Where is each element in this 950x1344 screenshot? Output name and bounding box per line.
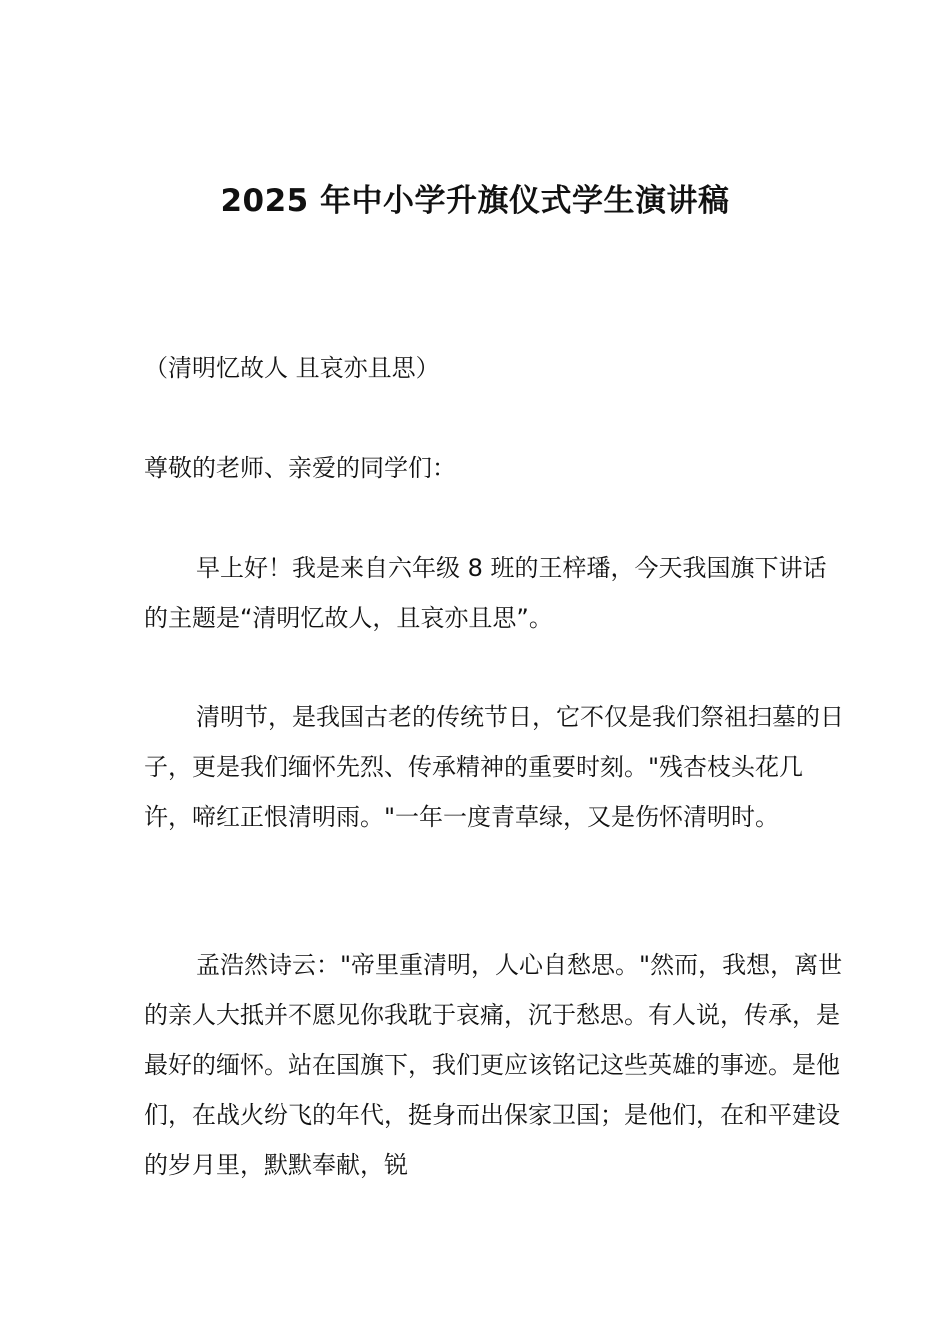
salutation: 尊敬的老师、亲爱的同学们： bbox=[144, 454, 456, 482]
paragraph-greeting: 早上好！我是来自六年级 8 班的王梓璠，今天我国旗下讲话的主题是“清明忆故人，且哀亦且思”。 bbox=[144, 554, 827, 632]
document-title: 2025 年中小学升旗仪式学生演讲稿 bbox=[220, 182, 730, 219]
document-subtitle: （清明忆故人 且哀亦且思） bbox=[144, 354, 440, 382]
paragraph-poem: 孟浩然诗云："帝里重清明，人心自愁思。"然而，我想，离世的亲人大抵并不愿见你我耽于哀痛，沉于愁思。有人说，传承，是最好的缅怀。站在国旗下，我们更应该铭记这些英雄的事迹。是他们，在战火纷飞的年代，挺身而出保家卫国；是他们，在和平建设的岁月里，默默奉献，锐 bbox=[144, 951, 843, 1179]
paragraph-qingming: 清明节，是我国古老的传统节日，它不仅是我们祭祖扫墓的日子，更是我们缅怀先烈、传承精神的重要时刻。"残杏枝头花几许，啼红正恨清明雨。"一年一度青草绿，又是伤怀清明时。 bbox=[144, 703, 844, 831]
